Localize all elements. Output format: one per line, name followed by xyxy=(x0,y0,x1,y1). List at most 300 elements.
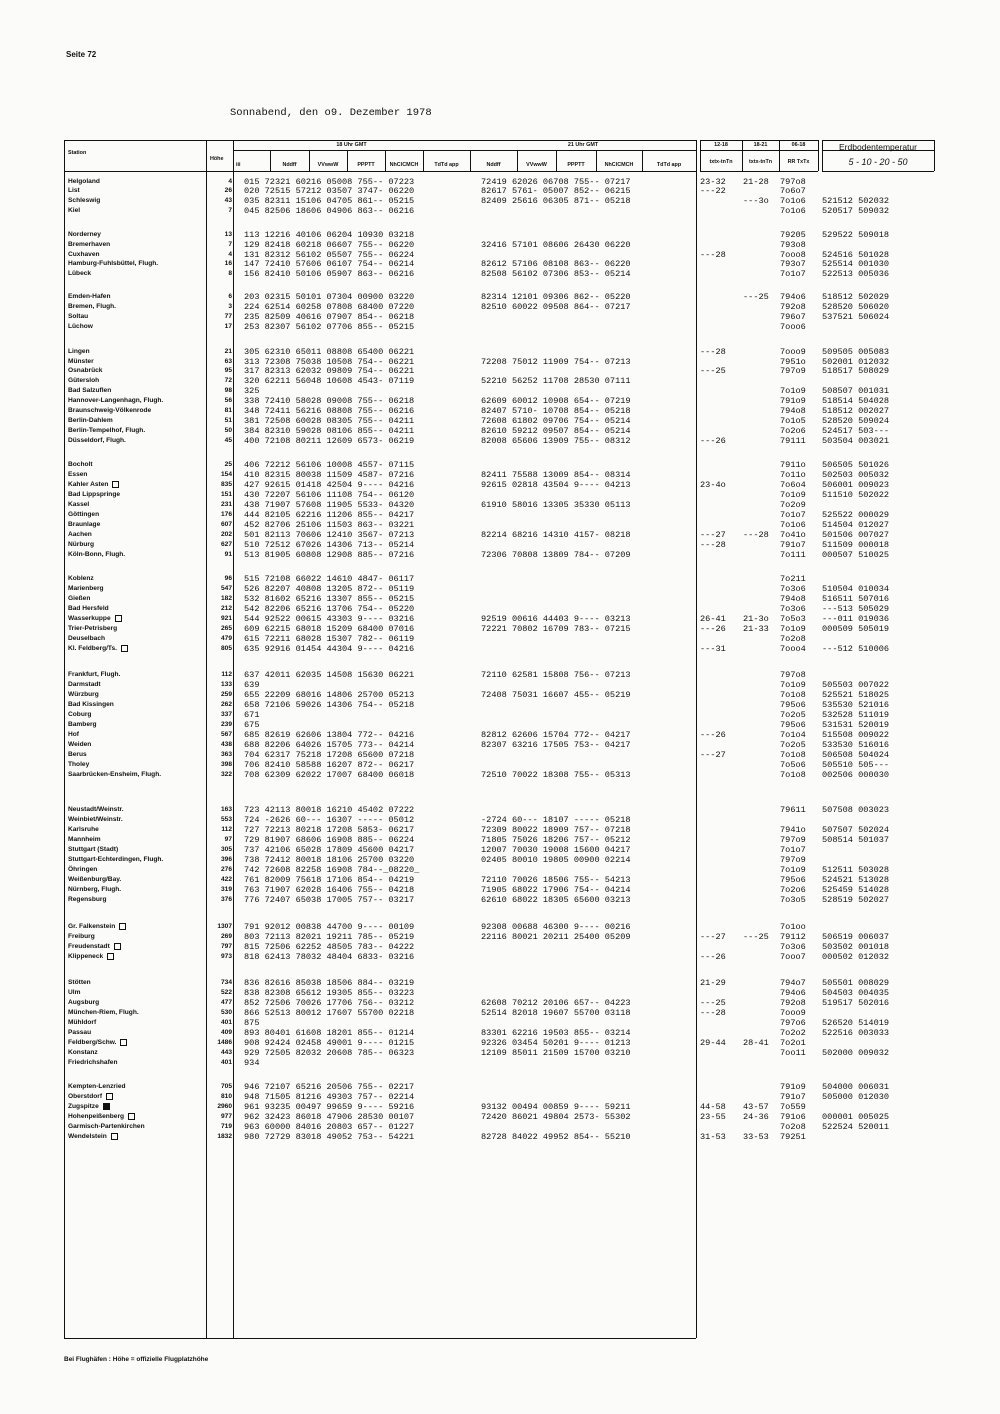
obs-21utc: 62610 68022 18305 65600 03213 xyxy=(481,895,631,905)
station-elevation: 734 xyxy=(220,979,232,986)
obs-18utc: 815 72506 62252 48505 783-- 04222 xyxy=(244,942,415,952)
soil-temperature: 506519 006037 xyxy=(822,932,890,942)
soil-temperature: 518517 508029 xyxy=(822,366,890,376)
soil-temperature: 501506 007027 xyxy=(822,530,890,540)
soil-temperature: 510504 010034 xyxy=(822,584,890,594)
station-elevation: 276 xyxy=(220,866,232,873)
obs-21utc: 82314 12101 09306 862-- 05220 xyxy=(481,292,631,302)
station-name: Köln-Bonn, Flugh. xyxy=(68,551,126,558)
precip-06-18: 7o3o6 xyxy=(780,584,806,594)
square-icon xyxy=(112,481,119,488)
station-elevation: 607 xyxy=(220,521,232,528)
station-elevation: 322 xyxy=(220,771,232,778)
obs-18utc: 658 72106 59026 14306 754-- 05218 xyxy=(244,700,415,710)
soil-temperature: 507508 003023 xyxy=(822,805,890,815)
soil-temperature: ---011 019036 xyxy=(822,614,890,624)
station-name: Emden-Hafen xyxy=(68,293,111,300)
station-elevation: 26 xyxy=(224,187,232,194)
soil-temperature: 535530 521016 xyxy=(822,700,890,710)
station-elevation: 547 xyxy=(220,585,232,592)
obs-21utc: 72420 86021 49804 2573- 55302 xyxy=(481,1112,631,1122)
obs-21utc: 82407 5710- 10708 854-- 05218 xyxy=(481,406,631,416)
obs-21utc: 72309 80022 18909 757-- 07218 xyxy=(481,825,631,835)
obs-18utc: 893 80401 61608 18201 855-- 01214 xyxy=(244,1028,415,1038)
square-icon xyxy=(107,953,114,960)
obs-18utc: 544 92522 00615 43303 9---- 03216 xyxy=(244,614,415,624)
precip-06-18: 791o9 xyxy=(780,1082,806,1092)
obs-18utc: 962 32423 86018 47906 28530 00107 xyxy=(244,1112,415,1122)
station-name: Braunschweig-Völkenrode xyxy=(68,407,152,414)
station-elevation: 337 xyxy=(220,711,232,718)
soil-temperature: 511509 000018 xyxy=(822,540,890,550)
obs-18utc: 235 82509 40616 07907 854-- 06218 xyxy=(244,312,415,322)
station-elevation: 112 xyxy=(221,671,232,678)
station-name: Würzburg xyxy=(68,691,99,698)
precip-06-18: 7ooo6 xyxy=(780,322,806,332)
temp-range-12-18: 23-32 xyxy=(700,177,726,187)
obs-18utc: 452 82706 25106 11503 863-- 03221 xyxy=(244,520,415,530)
obs-18utc: 671 xyxy=(244,710,260,720)
header-erdboden-depths: 5 - 10 - 20 - 50 xyxy=(848,157,908,167)
station-name: Oberstdorf xyxy=(68,1092,208,1102)
obs-21utc: 12007 70030 19008 15600 04217 xyxy=(481,845,631,855)
station-elevation: 522 xyxy=(220,989,232,996)
station-name: Freudenstadt xyxy=(68,942,208,952)
station-elevation: 401 xyxy=(220,1019,232,1026)
station-name: Soltau xyxy=(68,313,89,320)
obs-18utc: 836 82616 85038 18506 884-- 03219 xyxy=(244,978,415,988)
obs-18utc: 532 81602 65216 13307 855-- 05215 xyxy=(244,594,415,604)
table-bottom-rule xyxy=(64,1338,696,1339)
station-name: Weißenburg/Bay. xyxy=(68,876,122,883)
soil-temperature: 502000 009032 xyxy=(822,1048,890,1058)
soil-temperature: 525522 000029 xyxy=(822,510,890,520)
obs-21utc: 52210 56252 11708 28530 07111 xyxy=(481,376,631,386)
station-elevation: 50 xyxy=(224,427,232,434)
station-elevation: 363 xyxy=(220,751,232,758)
soil-temperature: 525514 001030 xyxy=(822,259,890,269)
obs-21utc: 72110 62581 15808 756-- 07213 xyxy=(481,670,631,680)
precip-06-18: 792o8 xyxy=(780,998,806,1008)
station-name: Zugspitze xyxy=(68,1102,208,1112)
station-name: List xyxy=(68,187,80,194)
precip-06-18: 7o2o9 xyxy=(780,500,806,510)
temp-range-18-21: ---25 xyxy=(743,932,769,942)
station-name: Marienberg xyxy=(68,585,104,592)
station-elevation: 705 xyxy=(220,1083,232,1090)
square-icon xyxy=(111,1133,118,1140)
header-sub-1821: txtx-tnTn xyxy=(748,159,773,165)
precip-06-18: 795o6 xyxy=(780,720,806,730)
soil-temperature: 512511 503028 xyxy=(822,865,890,875)
obs-18utc: 737 42106 65028 17809 45600 04217 xyxy=(244,845,415,855)
temp-range-12-18: ---31 xyxy=(700,644,726,654)
station-elevation: 409 xyxy=(220,1029,232,1036)
station-name: Kl. Feldberg/Ts. xyxy=(68,644,208,654)
station-name: Trier-Petrisberg xyxy=(68,625,118,632)
soil-temperature: 000502 012032 xyxy=(822,952,890,962)
precip-06-18: 79112 xyxy=(780,932,806,942)
obs-18utc: 866 52513 80012 17607 55700 02218 xyxy=(244,1008,415,1018)
station-elevation: 4 xyxy=(228,178,232,185)
station-elevation: 182 xyxy=(220,595,232,602)
precip-06-18: 7ooo8 xyxy=(780,250,806,260)
obs-18utc: 113 12216 40106 06204 10930 03218 xyxy=(244,230,415,240)
station-name: Nürnberg, Flugh. xyxy=(68,886,122,893)
obs-21utc: 92519 00616 44403 9---- 03213 xyxy=(481,614,631,624)
obs-18utc: 838 82308 65612 19305 855-- 03223 xyxy=(244,988,415,998)
temp-range-18-21: 21-33 xyxy=(743,624,769,634)
soil-temperature: 524521 513028 xyxy=(822,875,890,885)
obs-21utc: 92326 03454 50201 9---- 01213 xyxy=(481,1038,631,1048)
header-18-21: 18-21 xyxy=(753,142,768,148)
temp-range-18-21: 21-3o xyxy=(743,614,769,624)
obs-18utc: 444 82105 62216 11206 855-- 04217 xyxy=(244,510,415,520)
obs-18utc: 704 62317 75218 17208 65600 07218 xyxy=(244,750,415,760)
precip-06-18: 7o3o6 xyxy=(780,942,806,952)
soil-temperature: 516511 507016 xyxy=(822,594,890,604)
obs-18utc: 818 62413 78032 48404 6833- 03216 xyxy=(244,952,415,962)
temp-range-12-18: ---25 xyxy=(700,998,726,1008)
temp-range-12-18: ---27 xyxy=(700,932,726,942)
station-name: Darmstadt xyxy=(68,681,101,688)
precip-06-18: 794o8 xyxy=(780,594,806,604)
obs-18utc: 526 82207 40808 13205 872-- 05119 xyxy=(244,584,415,594)
precip-06-18: 7o1o8 xyxy=(780,750,806,760)
page-title: Sonnabend, den o9. Dezember 1978 xyxy=(230,107,432,119)
precip-06-18: 793o7 xyxy=(780,259,806,269)
station-name: Bad Salzuflen xyxy=(68,387,112,394)
soil-temperature: 502001 012032 xyxy=(822,357,890,367)
obs-18utc: 045 82506 18606 04906 863-- 06216 xyxy=(244,206,415,216)
temp-range-12-18: 26-41 xyxy=(700,614,726,624)
soil-temperature: 515508 009022 xyxy=(822,730,890,740)
station-elevation: 43 xyxy=(224,197,232,204)
station-elevation: 151 xyxy=(220,491,232,498)
obs-21utc: 52514 82018 19607 55700 03118 xyxy=(481,1008,631,1018)
station-name: Osnabrück xyxy=(68,367,103,374)
temp-range-18-21: 33-53 xyxy=(743,1132,769,1142)
precip-06-18: 792o8 xyxy=(780,302,806,312)
obs-21utc: 82617 5761- 05007 852-- 06215 xyxy=(481,186,631,196)
station-elevation: 1307 xyxy=(217,923,232,930)
precip-06-18: 797o9 xyxy=(780,855,806,865)
header-nddff: Nddff xyxy=(282,162,297,168)
station-elevation: 921 xyxy=(220,615,232,622)
station-elevation: 396 xyxy=(220,856,232,863)
station-name: Bamberg xyxy=(68,721,97,728)
obs-18utc: 320 62211 56048 10608 4543- 07119 xyxy=(244,376,415,386)
square-icon xyxy=(119,923,126,930)
soil-temperature: 525459 514028 xyxy=(822,885,890,895)
precip-06-18: 7o211 xyxy=(780,574,806,584)
station-elevation: 77 xyxy=(224,313,232,320)
obs-21utc: 82812 62606 15704 772-- 04217 xyxy=(481,730,631,740)
precip-06-18: 7o111 xyxy=(780,550,806,560)
obs-21utc: 92308 00688 46300 9---- 00216 xyxy=(481,922,631,932)
obs-18utc: 723 42113 80018 16210 45402 07222 xyxy=(244,805,415,815)
soil-temperature: 518514 504028 xyxy=(822,396,890,406)
station-name: Stuttgart-Echterdingen, Flugh. xyxy=(68,856,164,863)
obs-18utc: 131 82312 56102 05507 755-- 06224 xyxy=(244,250,415,260)
precip-06-18: 7oo11 xyxy=(780,1048,806,1058)
precip-06-18: 7o5o3 xyxy=(780,614,806,624)
station-name: Karlsruhe xyxy=(68,826,99,833)
header-station: Station xyxy=(68,150,87,156)
station-elevation: 212 xyxy=(220,605,232,612)
precip-06-18: 7ooo4 xyxy=(780,644,806,654)
station-name: Bocholt xyxy=(68,461,93,468)
obs-18utc: 400 72108 80211 12609 6573- 06219 xyxy=(244,436,415,446)
obs-18utc: 934 xyxy=(244,1058,260,1068)
square-icon xyxy=(106,1093,113,1100)
precip-06-18: 795o6 xyxy=(780,875,806,885)
station-name: Tholey xyxy=(68,761,90,768)
table-left-rule xyxy=(64,140,65,1338)
station-name: Wendelstein xyxy=(68,1132,208,1142)
obs-18utc: 803 72113 82021 19211 785-- 05219 xyxy=(244,932,415,942)
summary-mid-rule xyxy=(700,150,818,151)
station-elevation: 567 xyxy=(220,731,232,738)
station-name: Norderney xyxy=(68,231,101,238)
station-name: Stötten xyxy=(68,979,91,986)
temp-range-18-21: ---28 xyxy=(743,530,769,540)
obs-18utc: 147 72410 57606 06107 754-- 06214 xyxy=(244,259,415,269)
precip-06-18: 7o3o6 xyxy=(780,604,806,614)
soil-temperature: 504000 006031 xyxy=(822,1082,890,1092)
precip-06-18: 7o1o8 xyxy=(780,690,806,700)
station-name: Helgoland xyxy=(68,178,100,185)
obs-18utc: 929 72505 82032 20608 785-- 06323 xyxy=(244,1048,415,1058)
station-elevation: 376 xyxy=(220,896,232,903)
obs-21utc: 82510 60022 09508 864-- 07217 xyxy=(481,302,631,312)
precip-06-18: 7o6o7 xyxy=(780,186,806,196)
obs-18utc: 513 81905 60808 12908 885-- 07216 xyxy=(244,550,415,560)
obs-21utc: 72408 75031 16607 455-- 05219 xyxy=(481,690,631,700)
precip-06-18: 7o1o5 xyxy=(780,416,806,426)
temp-range-12-18: ---26 xyxy=(700,624,726,634)
elev-divider xyxy=(233,140,234,1338)
station-elevation: 231 xyxy=(220,501,232,508)
precip-06-18: 7o2o1 xyxy=(780,1038,806,1048)
obs-18utc: 761 82009 75618 17106 854-- 04219 xyxy=(244,875,415,885)
temp-range-18-21: 28-41 xyxy=(743,1038,769,1048)
station-name: Bremen, Flugh. xyxy=(68,303,116,310)
precip-06-18: 7o1o9 xyxy=(780,680,806,690)
station-elevation: 163 xyxy=(220,806,232,813)
station-elevation: 805 xyxy=(220,645,232,652)
station-elevation: 112 xyxy=(221,826,232,833)
station-name: Hohenpeißenberg xyxy=(68,1112,208,1122)
soil-temperature: 525521 518025 xyxy=(822,690,890,700)
station-elevation: 319 xyxy=(220,886,232,893)
precip-06-18: 794o6 xyxy=(780,988,806,998)
soil-top-rule xyxy=(822,140,934,141)
station-elevation: 56 xyxy=(224,397,232,404)
obs-21utc: 72306 70808 13809 784-- 07209 xyxy=(481,550,631,560)
obs-21utc: 62609 60012 10908 654-- 07219 xyxy=(481,396,631,406)
obs-18utc: 852 72506 70026 17706 756-- 03212 xyxy=(244,998,415,1008)
precip-06-18: 7o2o5 xyxy=(780,710,806,720)
temp-range-18-21: 43-57 xyxy=(743,1102,769,1112)
precip-06-18: 7ooo7 xyxy=(780,952,806,962)
obs-18utc: 724 -2626 60--- 16307 ----- 05012 xyxy=(244,815,415,825)
obs-21utc: 83301 62216 19503 855-- 03214 xyxy=(481,1028,631,1038)
square-icon xyxy=(121,645,128,652)
precip-06-18: 7o1o9 xyxy=(780,624,806,634)
station-elevation: 398 xyxy=(220,761,232,768)
precip-06-18: 7o1o6 xyxy=(780,520,806,530)
precip-06-18: 7o1o8 xyxy=(780,770,806,780)
obs-18utc: 639 xyxy=(244,680,260,690)
soil-temperature: 519517 502016 xyxy=(822,998,890,1008)
station-name: Bad Kissingen xyxy=(68,701,114,708)
obs-21utc: 82612 57106 08108 863-- 06220 xyxy=(481,259,631,269)
precip-06-18: 791o7 xyxy=(780,540,806,550)
station-name: Friedrichshafen xyxy=(68,1059,118,1066)
station-name: Feldberg/Schw. xyxy=(68,1038,208,1048)
header-vvwww-21: VVwwW xyxy=(526,162,547,168)
precip-06-18: 7o1o7 xyxy=(780,269,806,279)
station-elevation: 265 xyxy=(220,625,232,632)
station-name: Regensburg xyxy=(68,896,107,903)
obs-18utc: 015 72321 60216 05008 755-- 07223 xyxy=(244,177,415,187)
obs-18utc: 875 xyxy=(244,1018,260,1028)
soil-temperature: 508514 501037 xyxy=(822,835,890,845)
temp-range-12-18: ---28 xyxy=(700,540,726,550)
precip-06-18: 797o8 xyxy=(780,670,806,680)
station-name: Ulm xyxy=(68,989,81,996)
station-elevation: 97 xyxy=(224,836,232,843)
obs-21utc: 62608 70212 20106 657-- 04223 xyxy=(481,998,631,1008)
station-elevation: 91 xyxy=(224,551,232,558)
precip-06-18: 7o41o xyxy=(780,530,806,540)
station-elevation: 627 xyxy=(220,541,232,548)
precip-06-18: 7941o xyxy=(780,825,806,835)
precip-06-18: 7o2o6 xyxy=(780,426,806,436)
station-elevation: 51 xyxy=(224,417,232,424)
station-elevation: 202 xyxy=(220,531,232,538)
square-icon xyxy=(115,615,122,622)
station-name: Aachen xyxy=(68,531,92,538)
station-elevation: 262 xyxy=(220,701,232,708)
soil-temperature: 518512 502029 xyxy=(822,292,890,302)
soil-temperature: 522524 520011 xyxy=(822,1122,890,1132)
station-elevation: 7 xyxy=(228,241,232,248)
soil-temperature: 522513 005036 xyxy=(822,269,890,279)
station-elevation: 2960 xyxy=(217,1103,232,1110)
obs-18utc: 325 xyxy=(244,386,260,396)
station-name: Lingen xyxy=(68,348,90,355)
station-elevation: 63 xyxy=(224,358,232,365)
header-hoehe: Höhe xyxy=(210,156,224,162)
obs-21utc: 82307 63216 17505 753-- 04217 xyxy=(481,740,631,750)
precip-06-18: 7o1o7 xyxy=(780,510,806,520)
soil-temperature: 503502 001018 xyxy=(822,942,890,952)
soil-temperature: 504503 004035 xyxy=(822,988,890,998)
obs-21utc: 93132 00494 00859 9---- 59211 xyxy=(481,1102,631,1112)
station-name: Weiden xyxy=(68,741,92,748)
station-elevation: 13 xyxy=(224,231,232,238)
obs-21utc: 92615 02818 43504 9---- 04213 xyxy=(481,480,631,490)
header-bottom-rule xyxy=(64,171,696,172)
station-name: Bremerhaven xyxy=(68,241,111,248)
soil-temperature: 524516 501028 xyxy=(822,250,890,260)
temp-range-12-18: 29-44 xyxy=(700,1038,726,1048)
temp-range-12-18: ---25 xyxy=(700,366,726,376)
station-elevation: 176 xyxy=(220,511,232,518)
station-name: Kempten-Lenzried xyxy=(68,1083,126,1090)
precip-06-18: 797o9 xyxy=(780,366,806,376)
station-name: Berlin-Tempelhof, Flugh. xyxy=(68,427,146,434)
header-06-18: 06-18 xyxy=(791,142,806,148)
square-icon xyxy=(128,1113,135,1120)
header-tdtd-21: TdTd app xyxy=(656,162,682,168)
precip-06-18: 79251 xyxy=(780,1132,806,1142)
station-name: Gr. Falkenstein xyxy=(68,922,208,932)
temp-range-18-21: 24-36 xyxy=(743,1112,769,1122)
obs-21utc: 12109 85011 21509 15700 03210 xyxy=(481,1048,631,1058)
obs-21utc: 72208 75012 11909 754-- 07213 xyxy=(481,357,631,367)
station-elevation: 72 xyxy=(224,377,232,384)
station-name: Schleswig xyxy=(68,197,101,204)
temp-range-12-18: ---26 xyxy=(700,730,726,740)
soil-temperature: 000509 505019 xyxy=(822,624,890,634)
soil-temperature: 509505 005083 xyxy=(822,347,890,357)
station-elevation: 98 xyxy=(224,387,232,394)
header-tdtd: TdTd app xyxy=(434,162,459,168)
soil-temperature: 524517 503--- xyxy=(822,426,890,436)
precip-06-18: 7o11o xyxy=(780,470,806,480)
soil-temperature: 507507 502024 xyxy=(822,825,890,835)
temp-range-18-21: ---25 xyxy=(743,292,769,302)
obs-21utc: 02405 80010 19805 00900 02214 xyxy=(481,855,631,865)
obs-18utc: 313 72308 75038 10508 754-- 06221 xyxy=(244,357,415,367)
soil-temperature: 526520 514019 xyxy=(822,1018,890,1028)
temp-range-12-18: ---27 xyxy=(700,750,726,760)
station-elevation: 810 xyxy=(220,1093,232,1100)
station-elevation: 81 xyxy=(224,407,232,414)
station-name: Essen xyxy=(68,471,88,478)
obs-18utc: 305 62310 65011 08808 65400 06221 xyxy=(244,347,415,357)
obs-21utc: 61910 58016 13305 35330 05113 xyxy=(481,500,631,510)
obs-18utc: 742 72608 82258 16908 784--_08220_ xyxy=(244,865,420,875)
soil-temperature: 514504 012027 xyxy=(822,520,890,530)
soil-temperature: 529522 509018 xyxy=(822,230,890,240)
header-nhclcm: NhClCMCH xyxy=(389,162,419,168)
station-name: Mannheim xyxy=(68,836,101,843)
station-elevation: 6 xyxy=(228,293,232,300)
summary-header-rule xyxy=(700,171,818,172)
precip-06-18: 7o1o4 xyxy=(780,730,806,740)
obs-21utc: 82008 65606 13909 755-- 08312 xyxy=(481,436,631,446)
table-top-rule xyxy=(64,140,696,141)
header-sub-0618: RR TxTx xyxy=(787,159,810,165)
header-group-18: 18 Uhr GMT xyxy=(336,142,367,148)
obs-18utc: 961 93235 00497 99659 9---- 59216 xyxy=(244,1102,415,1112)
station-name: Hannover-Langenhagn, Flugh. xyxy=(68,397,164,404)
header-sub-12: txtx-tnTn xyxy=(709,159,733,165)
temp-range-12-18: ---26 xyxy=(700,952,726,962)
precip-06-18: 7o2o6 xyxy=(780,885,806,895)
precip-06-18: 795o6 xyxy=(780,700,806,710)
station-elevation: 45 xyxy=(224,437,232,444)
temp-range-12-18: ---28 xyxy=(700,347,726,357)
precip-06-18: 797o9 xyxy=(780,835,806,845)
soil-temperature: 000507 510025 xyxy=(822,550,890,560)
station-name: Nürburg xyxy=(68,541,95,548)
footnote: Bei Flughäfen : Höhe = offizielle Flugplatzhöhe xyxy=(64,1356,209,1363)
